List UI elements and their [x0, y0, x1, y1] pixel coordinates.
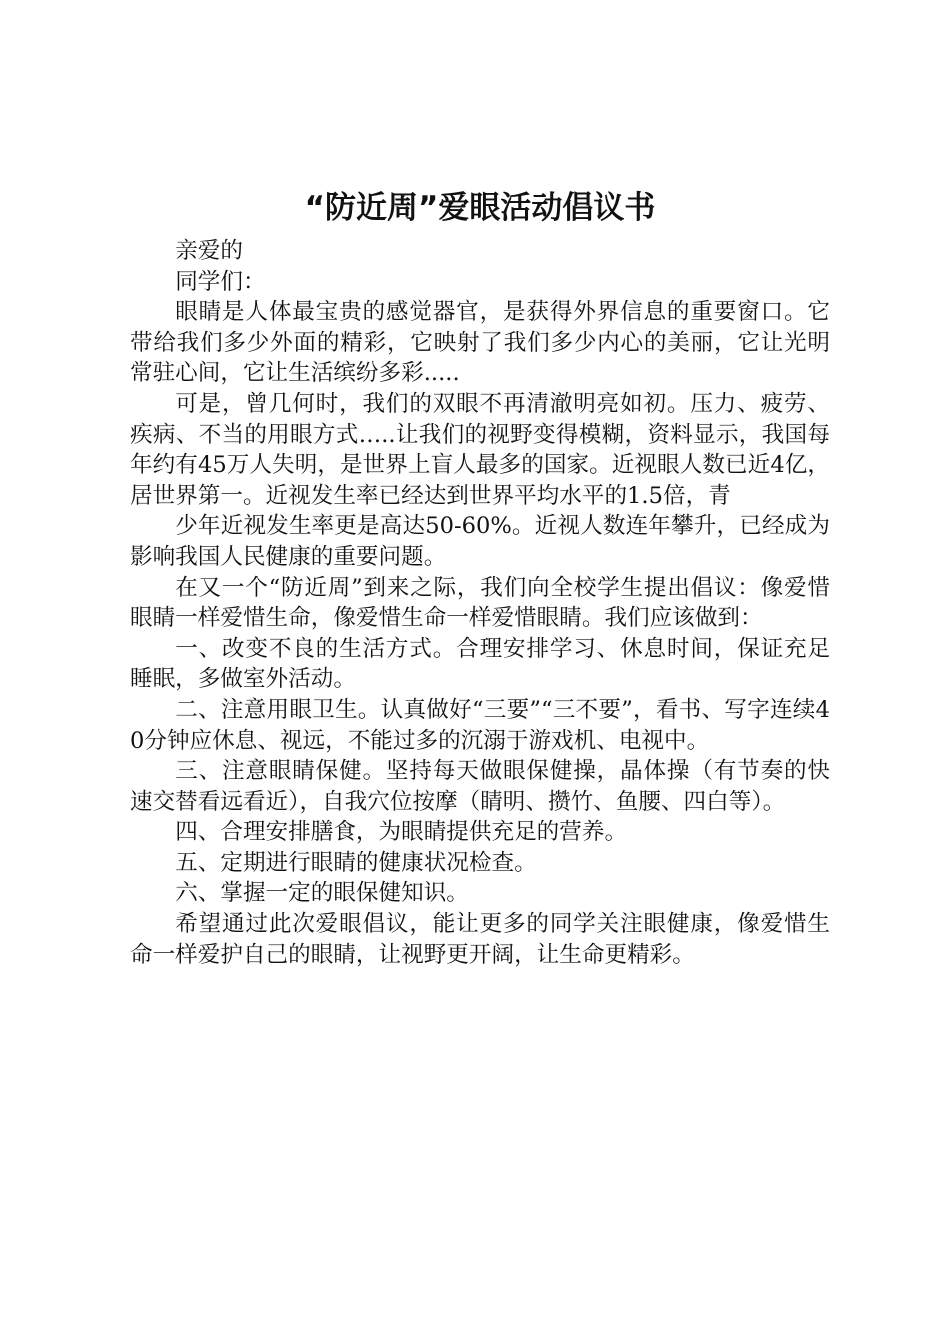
proposal-item-3: 三、注意眼睛保健。坚持每天做眼保健操，晶体操（有节奏的快速交替看远看近），自我穴位按摩（睛明、攒竹、鱼腰、四白等）。	[130, 758, 830, 815]
salutation-line-1: 亲爱的	[175, 238, 243, 264]
proposal-item-5: 五、定期进行眼睛的健康状况检查。	[175, 849, 537, 876]
proposal-item-6: 六、掌握一定的眼保健知识。	[175, 880, 469, 907]
body-paragraph: 在又一个“防近周”到来之际，我们向全校学生提出倡议：像爱惜眼睛一样爱惜生命，像爱惜生命一样爱惜眼睛。我们应该做到：	[130, 574, 830, 632]
body-paragraph: 少年近视发生率更是高达50-60%。近视人数连年攀升，已经成为影响我国人民健康的重要问题。	[130, 513, 830, 570]
body-paragraph: 可是，曾几何时，我们的双眼不再清澈明亮如初。压力、疲劳、疾病、不当的用眼方式…..让我们的视野变得模糊，资料显示，我国每年约有45万人失明，是世界上盲人最多的国家。近视眼人数已近4亿，居世界第一。近视发生率已经达到世界平均水平的1.5倍，青	[130, 390, 830, 509]
closing-paragraph: 希望通过此次爱眼倡议，能让更多的同学关注眼健康，像爱惜生命一样爱护自己的眼睛，让视野更开阔，让生命更精彩。	[130, 911, 830, 968]
body-paragraph: 眼睛是人体最宝贵的感觉器官，是获得外界信息的重要窗口。它带给我们多少外面的精彩，它映射了我们多少内心的美丽，它让光明常驻心间，它让生活缤纷多彩.....	[130, 299, 830, 387]
proposal-item-4: 四、合理安排膳食，为眼睛提供充足的营养。	[175, 819, 628, 846]
document-title: “防近周”爱眼活动倡议书	[304, 190, 656, 226]
salutation-line-2: 同学们：	[175, 268, 266, 295]
proposal-item-2: 二、注意用眼卫生。认真做好“三要”“三不要”，看书、写字连续40分钟应休息、视远，不能过多的沉溺于游戏机、电视中。	[130, 696, 830, 754]
document-page	[130, 186, 830, 970]
proposal-item-1: 一、改变不良的生活方式。合理安排学习、休息时间，保证充足睡眠，多做室外活动。	[130, 635, 830, 693]
